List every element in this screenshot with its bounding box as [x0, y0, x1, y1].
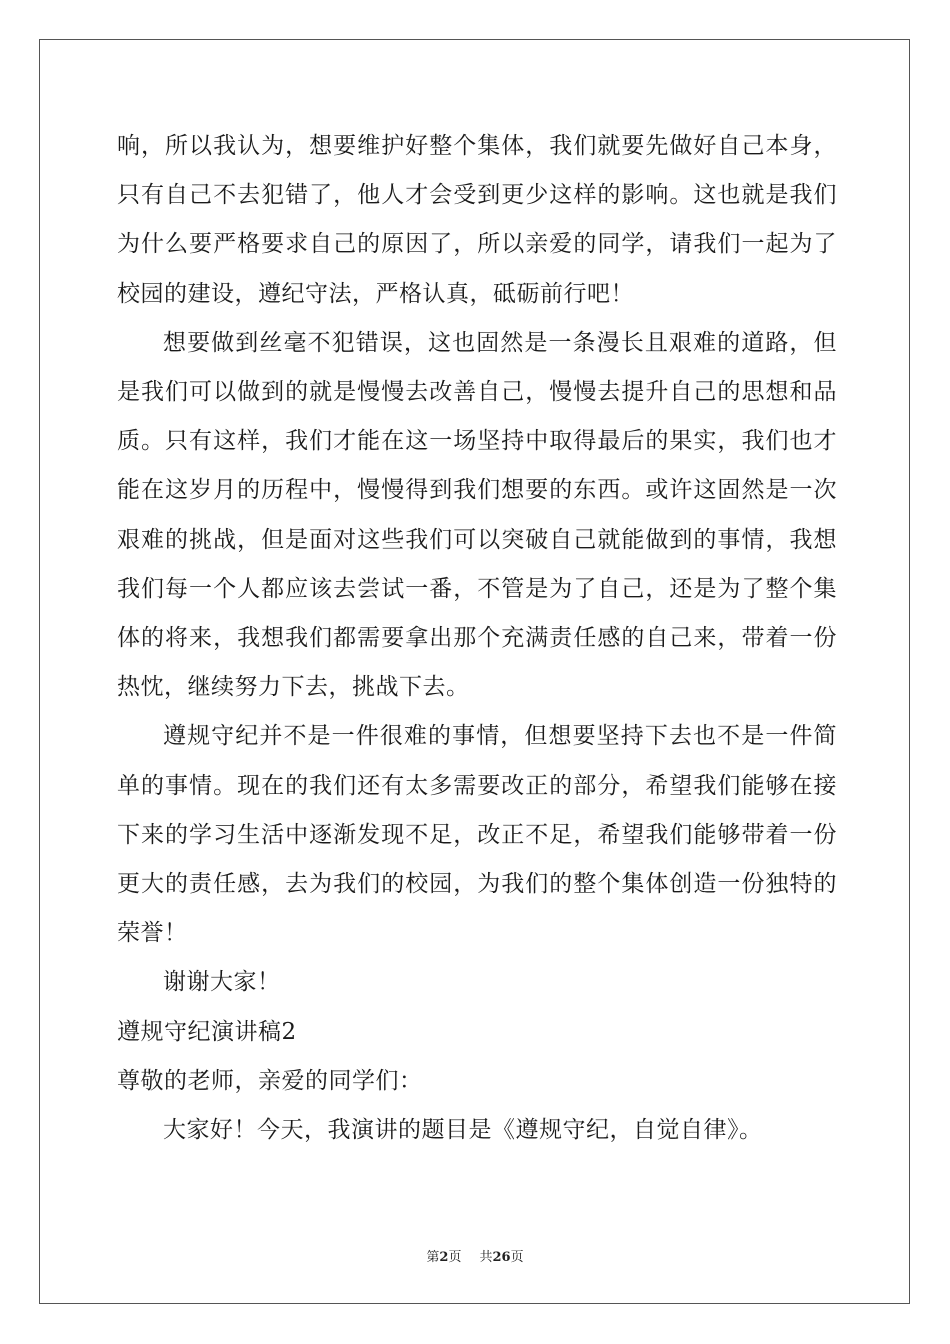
- footer-total-pages: 26: [492, 1250, 511, 1265]
- footer-total-suffix: 页: [510, 1250, 524, 1265]
- paragraph-2: 想要做到丝毫不犯错误，这也固然是一条漫长且艰难的道路，但是我们可以做到的就是慢慢去改善自己，慢慢去提升自己的思想和品质。只有这样，我们才能在这一场坚持中取得最后的果实，我们也才能在这岁月的历程中，慢慢得到我们想要的东西。或许这固然是一次艰难的挑战，但是面对这些我们可以突破自己就能做到的事情，我想我们每一个人都应该去尝试一番，不管是为了自己，还是为了整个集体的将来，我想我们都需要拿出那个充满责任感的自己来，带着一份热忱，继续努力下去，挑战下去。: [117, 329, 837, 701]
- page-footer: [0, 1246, 950, 1265]
- section-title: 遵规守纪演讲稿2: [117, 1018, 297, 1045]
- footer-total-prefix: 共: [479, 1250, 493, 1265]
- footer-page-suffix: 页: [448, 1250, 462, 1265]
- paragraph-1: 响，所以我认为，想要维护好整个集体，我们就要先做好自己本身，只有自己不去犯错了，他人才会受到更少这样的影响。这也就是我们为什么要严格要求自己的原因了，所以亲爱的同学，请我们一起为了校园的建设，遵纪守法，严格认真，砥砺前行吧！: [117, 133, 837, 307]
- paragraph-3: 遵规守纪并不是一件很难的事情，但想要坚持下去也不是一件简单的事情。现在的我们还有太多需要改正的部分，希望我们能够在接下来的学习生活中逐渐发现不足，改正不足，希望我们能够带着一份更大的责任感，去为我们的校园，为我们的整个集体创造一份独特的荣誉！: [117, 723, 837, 947]
- footer-page-number: 2: [439, 1250, 449, 1265]
- closing-thanks: 谢谢大家！: [163, 969, 281, 996]
- opening-line: 大家好！今天，我演讲的题目是《遵规守纪，自觉自律》。: [163, 1117, 763, 1144]
- salutation: 尊敬的老师，亲爱的同学们：: [117, 1067, 423, 1094]
- footer-prefix: 第: [426, 1250, 440, 1265]
- document-body: [117, 122, 837, 1155]
